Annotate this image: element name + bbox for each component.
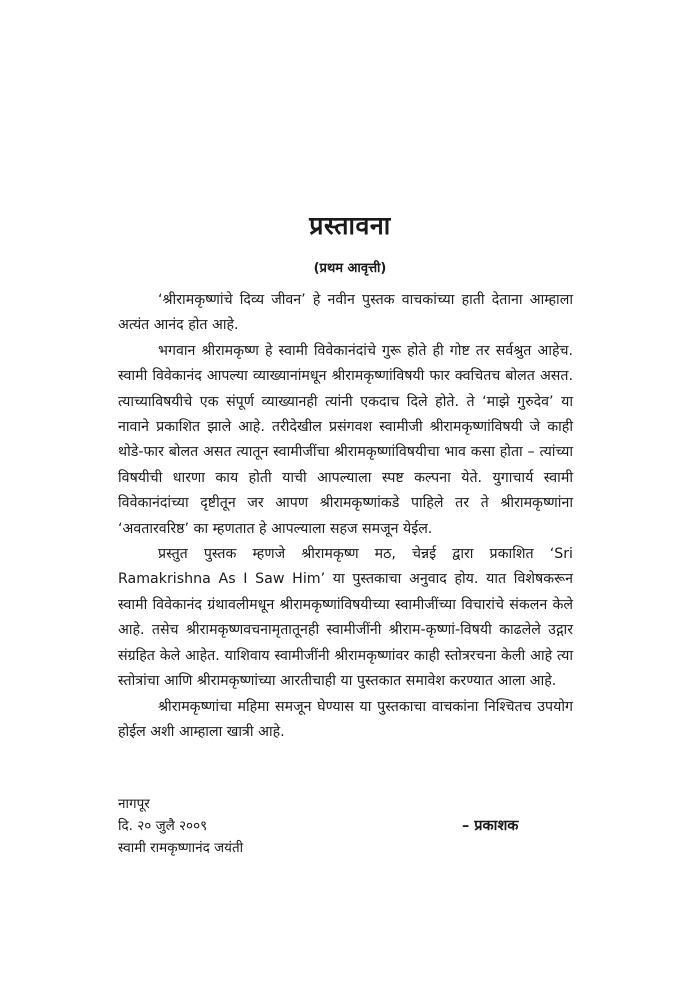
page-title: प्रस्तावना xyxy=(309,211,391,240)
paragraph-1: ‘श्रीरामकृष्णांचे दिव्य जीवन’ हे नवीन पुस्तक वाचकांच्या हाती देताना आम्हाला अत्यंत आनंद होत आहे. xyxy=(118,292,573,334)
preface-body xyxy=(118,288,573,745)
page-subtitle: (प्रथम आवृत्ती) xyxy=(313,261,387,276)
paragraph-2: भगवान श्रीरामकृष्ण हे स्वामी विवेकानंदांचे गुरू होते ही गोष्ट तर सर्वश्रुत आहेच. स्वामी विवेकानंद आपल्या व्याख्यानांमधून श्रीरामकृष्णांविषयी फार क्वचितच बोलत असत. त्याच्याविषयीचे एक संपूर्ण व्याख्यानही त्यांनी एकदाच दिले होते. ते ‘माझे गुरुदेव’ या नावाने प्रकाशित झाले आहे. तरीदेखील प्रसंगवश स्वामीजी श्रीरामकृष्णांविषयी जे काही थोडे-फार बोलत असत त्यातून स्वामीजींचा श्रीरामकृष्णांविषयीचा भाव कसा होता – त्यांच्या विषयीची धारणा काय होती याची आपल्याला स्पष्ट कल्पना येते. युगाचार्य स्वामी विवेकानंदांच्या दृष्टीतून जर आपण श्रीरामकृष्णांकडे पाहिले तर ते श्रीरामकृष्णांना ‘अवतारवरिष्ठ’ का म्हणतात हे आपल्याला सहज समजून येईल. xyxy=(118,342,573,537)
footer-date: दि. २० जुलै २००९ xyxy=(118,818,208,834)
paragraph-4: श्रीरामकृष्णांचा महिमा समजून घेण्यास या पुस्तकाचा वाचकांना निश्चितच उपयोग होईल अशी आम्हाला खात्री आहे. xyxy=(118,698,573,740)
paragraph-3: प्रस्तुत पुस्तक म्हणजे श्रीरामकृष्ण मठ, चेन्नई द्वारा प्रकाशित ‘Sri Ramakrishna As I Saw Him’ या पुस्तकाचा अनुवाद होय. यात विशेषकरून स्वामी विवेकानंद ग्रंथावलीमधून श्रीरामकृष्णांविषयीच्या स्वामीजींच्या विचारांचे संकलन केले आहे. तसेच श्रीरामकृष्णवचनामृतातूनही स्वामीजींनी श्रीराम-कृष्णां-विषयी काढलेले उद्गार संग्रहित केले आहेत. याशिवाय स्वामीजींनी श्रीरामकृष्णांवर काही स्तोत्ररचना केली आहे त्या स्तोत्रांचा आणि श्रीरामकृष्णांच्या आरतीचाही या पुस्तकात समावेश करण्यात आला आहे. xyxy=(118,546,573,690)
publisher-signature: – प्रकाशक xyxy=(462,818,519,834)
footer-place: नागपूर xyxy=(118,796,150,812)
footer-occasion: स्वामी रामकृष्णानंद जयंती xyxy=(118,840,244,856)
